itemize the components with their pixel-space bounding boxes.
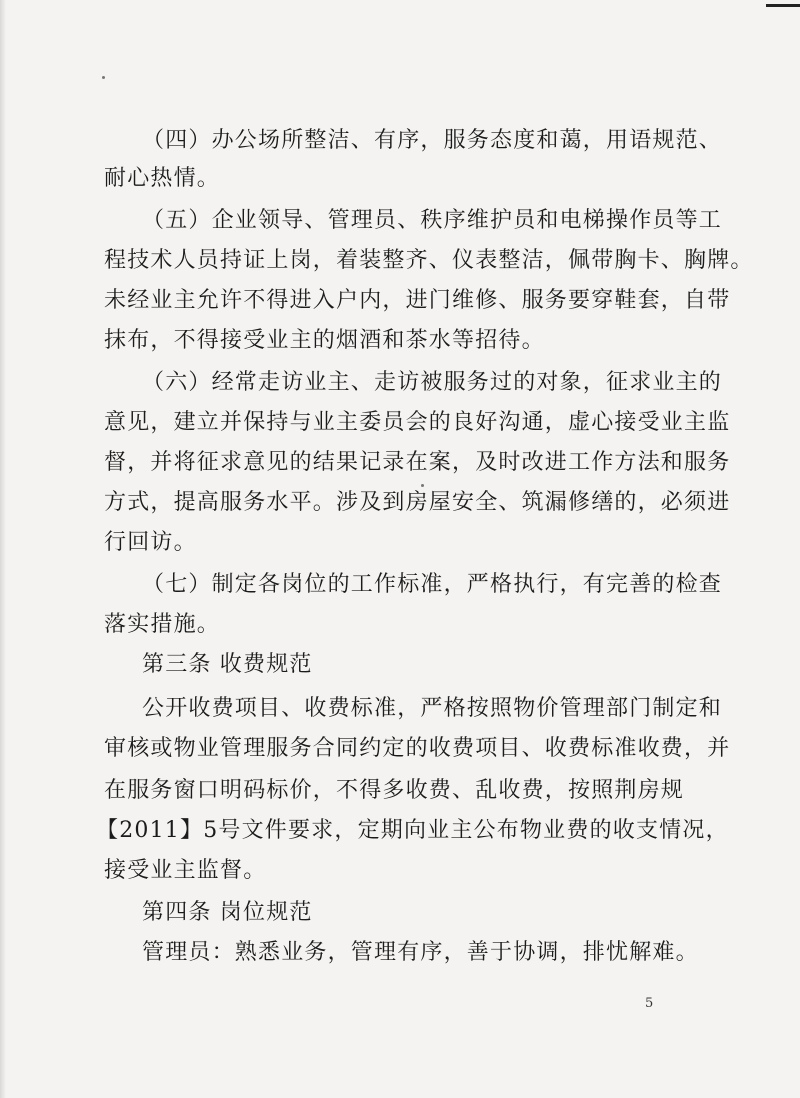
paragraph-line: 意见，建立并保持与业主委员会的良好沟通，虚心接受业主监	[104, 410, 731, 435]
scan-corner-mark	[766, 4, 800, 7]
paragraph-line: （七）制定各岗位的工作标准，严格执行，有完善的检查	[142, 572, 723, 597]
page-number: 5	[645, 996, 654, 1011]
paragraph-line: 督，并将征求意见的结果记录在案，及时改进工作方法和服务	[104, 450, 731, 475]
scan-speck	[421, 484, 424, 487]
scan-speck	[102, 76, 105, 79]
paragraph-line: 耐心热情。	[104, 166, 221, 191]
paragraph-line: 接受业主监督。	[104, 858, 267, 883]
paragraph-line: 审核或物业管理服务合同约定的收费项目、收费标准收费，并	[104, 736, 731, 761]
paragraph-line: （四）办公场所整洁、有序，服务态度和蔼，用语规范、	[142, 128, 723, 153]
paragraph-line: （六）经常走访业主、走访被服务过的对象，征求业主的	[142, 370, 723, 395]
section-heading: 第四条 岗位规范	[142, 900, 313, 925]
paragraph-line: 行回访。	[104, 530, 197, 555]
paragraph-line: 在服务窗口明码标价，不得多收费、乱收费，按照荆房规	[104, 778, 685, 803]
section-heading: 第三条 收费规范	[142, 652, 313, 677]
paragraph-line: 落实措施。	[104, 612, 221, 637]
paragraph-line: （五）企业领导、管理员、秩序维护员和电梯操作员等工	[142, 208, 723, 233]
paragraph-line: 程技术人员持证上岗，着装整齐、仪表整洁，佩带胸卡、胸牌。	[104, 248, 754, 273]
paragraph-line: 管理员：熟悉业务，管理有序，善于协调，排忧解难。	[142, 940, 699, 965]
page-edge-shadow	[0, 0, 6, 1098]
paragraph-line: 【2011】5号文件要求，定期向业主公布物业费的收支情况，	[96, 818, 729, 843]
paragraph-line: 公开收费项目、收费标准，严格按照物价管理部门制定和	[142, 696, 723, 721]
paragraph-line: 未经业主允许不得进入户内，进门维修、服务要穿鞋套，自带	[104, 288, 731, 313]
paragraph-line: 抹布，不得接受业主的烟酒和茶水等招待。	[104, 328, 545, 353]
paragraph-line: 方式，提高服务水平。涉及到房屋安全、筑漏修缮的，必须进	[104, 490, 731, 515]
